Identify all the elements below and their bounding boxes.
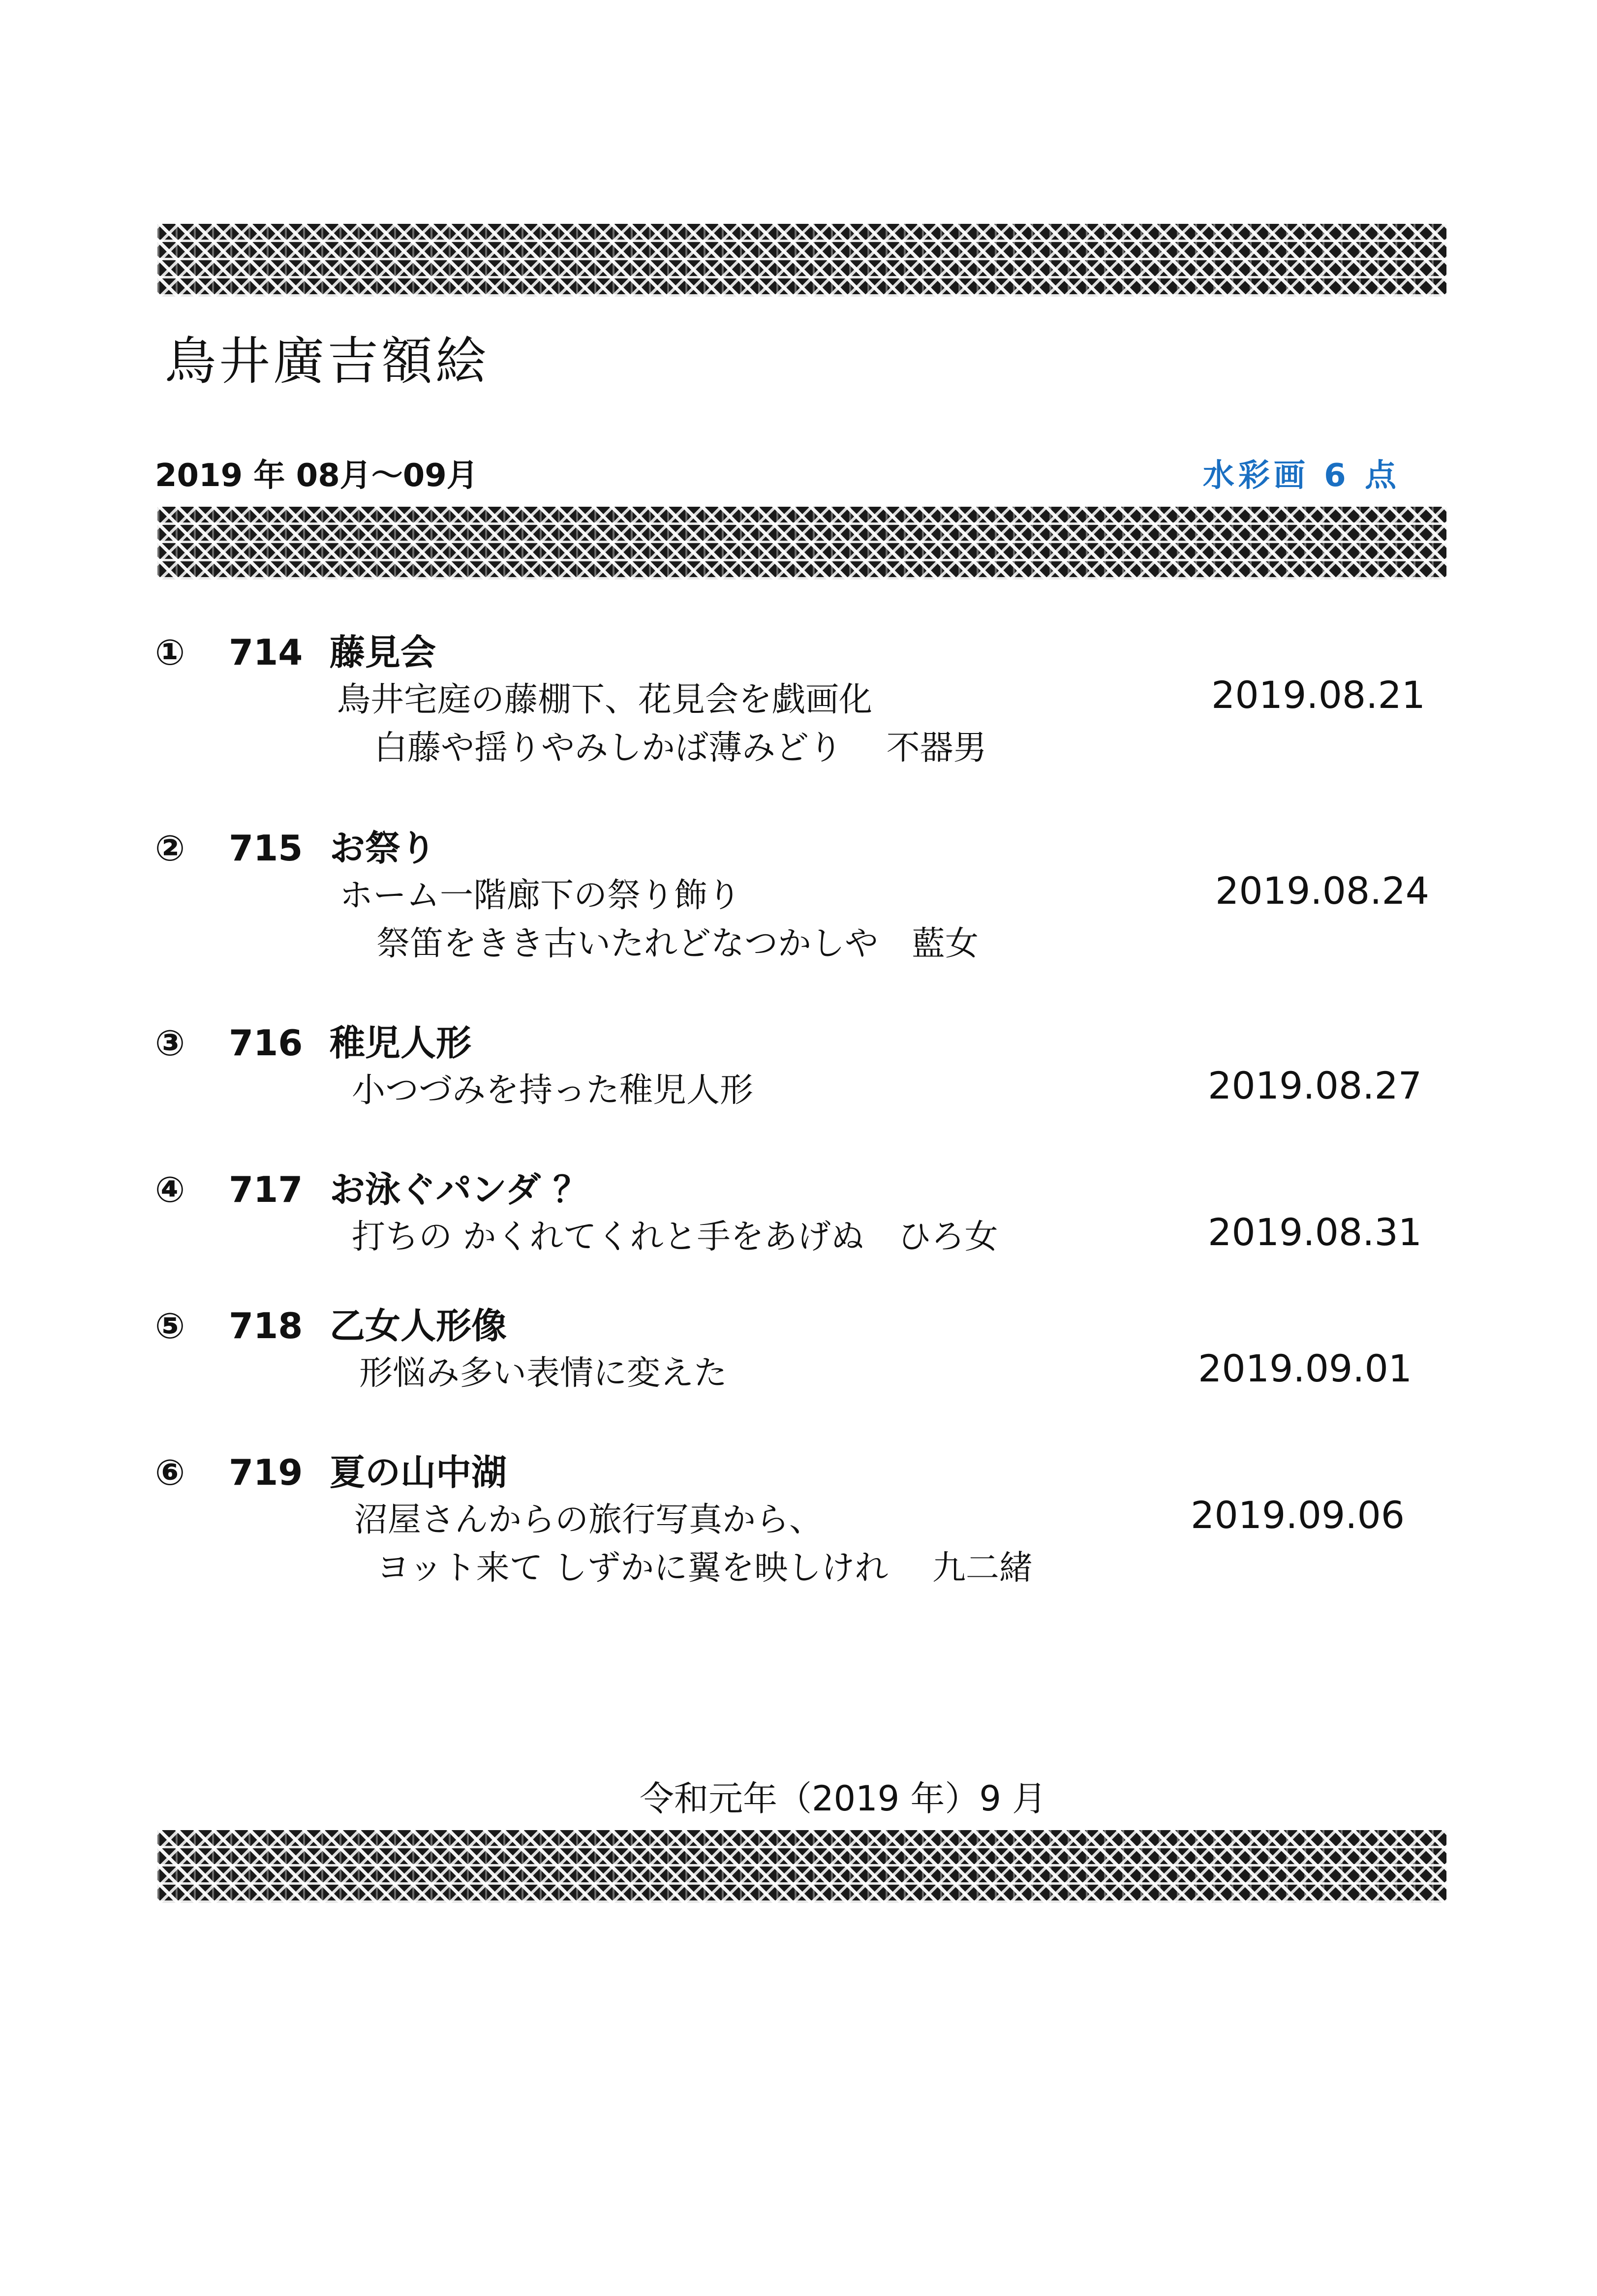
entry-heading [155,1297,507,1348]
entry-number: ⑥ [155,1452,185,1493]
entry-date: 2019.08.21 [1211,673,1426,717]
entry-heading [155,1014,471,1066]
decorative-band-top [157,224,1446,297]
entry-date: 2019.08.24 [1215,869,1430,913]
entry-haiku: 白藤や揺りやみしかば薄みどり 不器男 [374,729,987,767]
decorative-band-middle [157,507,1446,580]
entry-number: ② [155,827,185,869]
entry-code: 719 [229,1452,303,1493]
entry-title: お泳ぐパンダ ？ [330,1169,589,1210]
entry-heading [155,1444,507,1495]
entry-date: 2019.08.27 [1208,1064,1422,1107]
entry-haiku: 祭笛をきき古いたれどなつかしや 藍女 [376,924,979,963]
entry-date: 2019.08.31 [1208,1210,1422,1254]
entry-code: 717 [229,1169,303,1210]
entry-heading [155,1161,588,1212]
entry-description: 形悩み多い表情に変えた [359,1354,728,1393]
entry-code: 718 [229,1305,303,1347]
footer-date: 令和元年（2019 年）9 月 [640,1778,1047,1819]
entry-description: 打ちの かくれてくれと手をあげぬ ひろ女 [352,1218,998,1256]
entry-code: 714 [229,632,303,673]
entry-code: 716 [229,1022,303,1064]
entry-description: 小つづみを持った稚児人形 [352,1071,754,1110]
entry-haiku: ヨット来て しずかに翼を映しけれ 九二緒 [376,1549,1033,1588]
entry-number: ⑤ [155,1305,185,1347]
page-title: 鳥井廣吉額絵 [165,331,490,391]
entry-number: ① [155,632,185,673]
period-label: 2019 年 08月～09月 [155,458,478,494]
entry-title: 乙女人形像 [330,1305,507,1347]
entry-description: ホーム一階廊下の祭り飾り [339,876,741,915]
decorative-band-bottom [157,1830,1446,1903]
count-label: 水彩画 6 点 [1202,458,1400,494]
entry-code: 715 [229,827,303,869]
entry-title: 稚児人形 [330,1022,472,1064]
entry-date: 2019.09.06 [1191,1493,1405,1537]
entry-description: 鳥井宅庭の藤棚下、花見会を戯画化 [337,680,873,719]
entry-date: 2019.09.01 [1198,1347,1413,1390]
entry-number: ③ [155,1022,185,1064]
entry-number: ④ [155,1169,185,1210]
entry-heading [155,624,436,675]
entry-heading [155,820,436,871]
entry-title: お祭り [330,827,436,869]
entry-title: 藤見会 [330,632,436,673]
entry-description: 沼屋さんからの旅行写真から、 [354,1500,823,1539]
entry-title: 夏の山中湖 [330,1452,507,1493]
